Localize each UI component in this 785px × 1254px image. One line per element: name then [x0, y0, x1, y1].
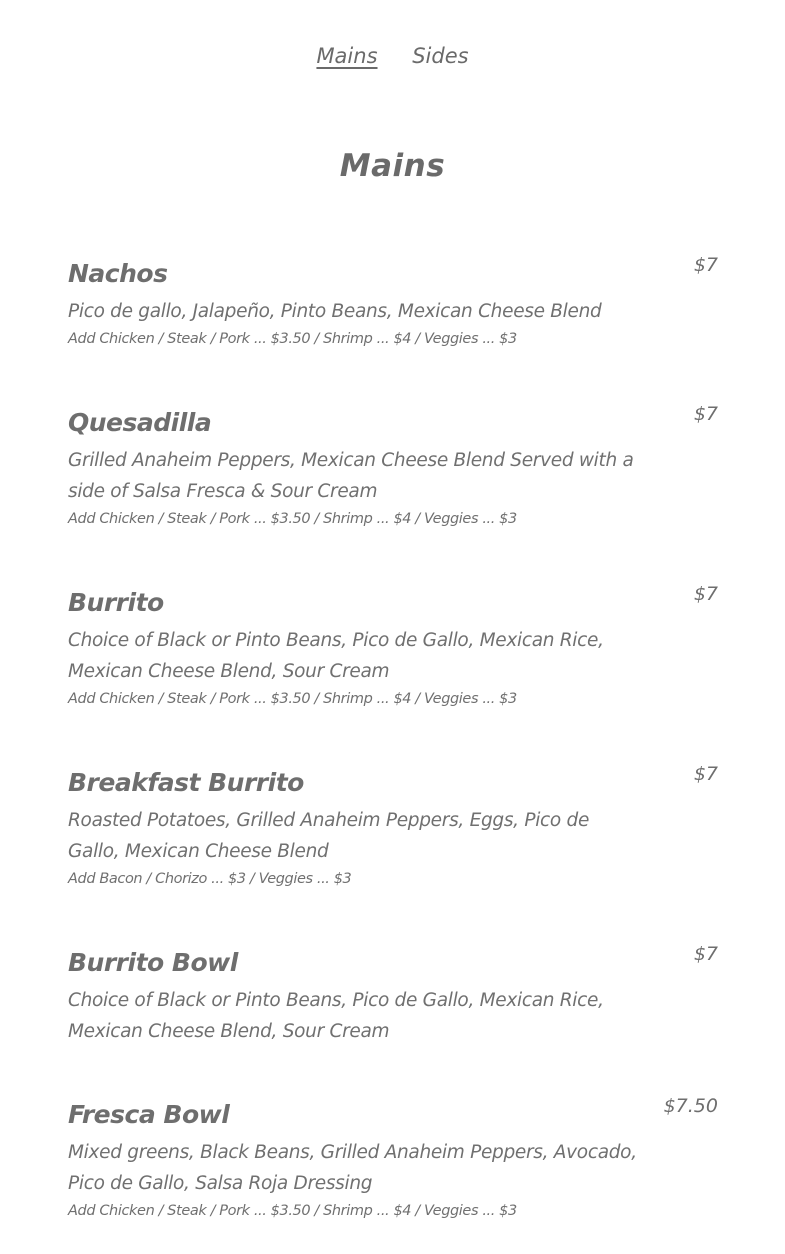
item-price: $7.50	[663, 1095, 718, 1117]
menu-item-fresca-bowl	[68, 1095, 718, 1223]
item-price: $7	[693, 763, 718, 785]
section-title: Mains	[339, 148, 446, 184]
item-name: Fresca Bowl	[68, 1100, 230, 1129]
item-addons: Add Chicken / Steak / Pork ... $3.50 / Shrimp ... $4 / Veggies ... $3	[68, 331, 517, 347]
item-description: Pico de gallo, Jalapeño, Pinto Beans, Mexican Cheese Blend	[68, 301, 602, 322]
item-name: Burrito Bowl	[68, 948, 238, 977]
item-description: Mixed greens, Black Beans, Grilled Anaheim Peppers, Avocado, Pico de Gallo, Salsa Roja Dressing	[68, 1142, 637, 1194]
item-name: Nachos	[68, 259, 168, 288]
item-price: $7	[693, 254, 718, 276]
item-description: Grilled Anaheim Peppers, Mexican Cheese Blend Served with a side of Salsa Fresca & Sour Cream	[68, 450, 634, 502]
tab-sides[interactable]: Sides	[412, 44, 469, 68]
menu-item-breakfast-burrito	[68, 763, 718, 891]
item-price: $7	[693, 403, 718, 425]
item-addons: Add Chicken / Steak / Pork ... $3.50 / Shrimp ... $4 / Veggies ... $3	[68, 1203, 517, 1219]
item-name: Quesadilla	[68, 408, 212, 437]
item-name: Burrito	[68, 588, 164, 617]
item-description: Choice of Black or Pinto Beans, Pico de Gallo, Mexican Rice, Mexican Cheese Blend, Sour Cream	[68, 630, 604, 682]
item-description: Choice of Black or Pinto Beans, Pico de Gallo, Mexican Rice, Mexican Cheese Blend, Sour Cream	[68, 990, 604, 1042]
item-addons: Add Chicken / Steak / Pork ... $3.50 / Shrimp ... $4 / Veggies ... $3	[68, 511, 517, 527]
item-description: Roasted Potatoes, Grilled Anaheim Peppers, Eggs, Pico de Gallo, Mexican Cheese Blend	[68, 810, 590, 862]
item-price: $7	[693, 943, 718, 965]
category-tabs	[0, 44, 785, 68]
menu-item-nachos	[68, 254, 718, 351]
item-addons: Add Bacon / Chorizo ... $3 / Veggies ... $3	[68, 871, 352, 887]
menu-item-burrito-bowl	[68, 943, 718, 1047]
item-name: Breakfast Burrito	[68, 768, 304, 797]
item-addons: Add Chicken / Steak / Pork ... $3.50 / Shrimp ... $4 / Veggies ... $3	[68, 691, 517, 707]
item-price: $7	[693, 583, 718, 605]
menu-item-burrito	[68, 583, 718, 711]
menu-item-quesadilla	[68, 403, 718, 531]
tab-mains[interactable]: Mains	[316, 44, 378, 68]
